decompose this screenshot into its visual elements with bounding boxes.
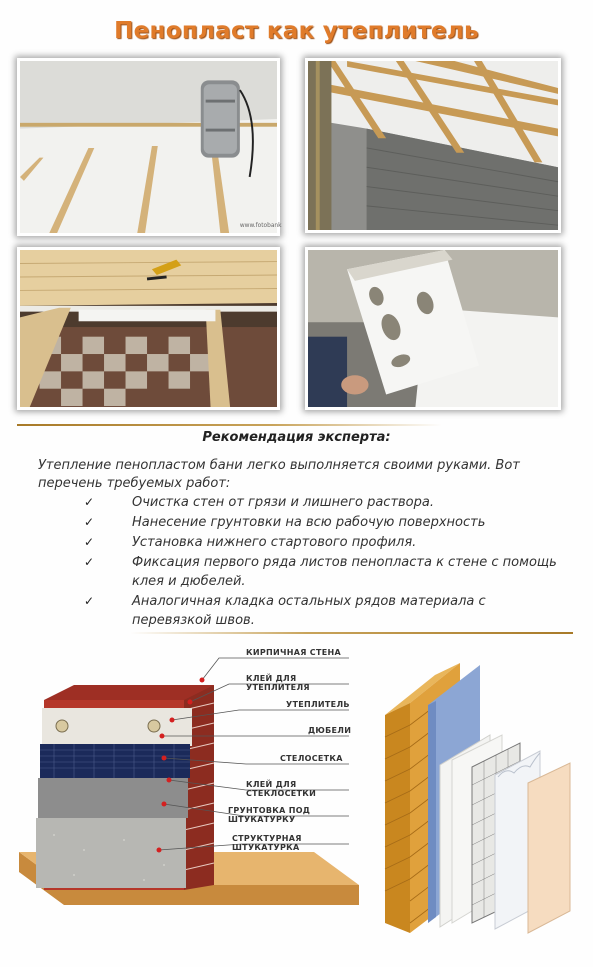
step-text: Очистка стен от грязи и лишнего раствора. bbox=[132, 495, 434, 510]
step-text: Фиксация первого ряда листов пенопласта к стене с помощь клея и дюбелей. bbox=[132, 555, 557, 589]
checkmark-icon: ✓ bbox=[84, 555, 95, 569]
checkmark-icon: ✓ bbox=[84, 515, 95, 529]
diagram-label-mesh: СТЕЛОСЕТКА bbox=[280, 754, 343, 763]
list-item bbox=[80, 592, 560, 630]
photo-floor-boards bbox=[17, 247, 280, 410]
page-title: Пенопласт как утеплитель bbox=[114, 18, 479, 44]
wall-insulation-diagram bbox=[14, 640, 359, 955]
step-text: Аналогичная кладка остальных рядов материала с перевязкой швов. bbox=[132, 594, 486, 628]
list-item bbox=[80, 513, 560, 532]
diagram-label-insulation-glue: КЛЕЙ ДЛЯ УТЕПЛИТЕЛЯ bbox=[246, 674, 310, 692]
insulation-layers-illustration bbox=[380, 655, 575, 935]
diagram-label-insulation: УТЕПЛИТЕЛЬ bbox=[286, 700, 350, 709]
diagram-label-mesh-glue: КЛЕЙ ДЛЯ СТЕКЛОСЕТКИ bbox=[246, 780, 317, 798]
work-steps-list bbox=[80, 493, 560, 631]
checkmark-icon: ✓ bbox=[84, 594, 95, 608]
diagram-label-primer: ГРУНТОВКА ПОД ШТУКАТУРКУ bbox=[228, 806, 311, 824]
photo-attic-roof bbox=[305, 58, 561, 233]
photo-watermark: www.fotobank bbox=[239, 223, 282, 230]
checkmark-icon: ✓ bbox=[84, 535, 95, 549]
expert-heading: Рекомендация эксперта: bbox=[202, 430, 391, 445]
step-text: Установка нижнего стартового профиля. bbox=[132, 535, 417, 550]
step-text: Нанесение грунтовки на всю рабочую поверхность bbox=[132, 515, 486, 530]
diagram-label-structural-plaster: СТРУКТУРНАЯ ШТУКАТУРКА bbox=[232, 834, 302, 852]
diagram-label-dowels: ДЮБЕЛИ bbox=[308, 726, 352, 735]
list-item bbox=[80, 493, 560, 512]
checkmark-icon: ✓ bbox=[84, 495, 95, 509]
photo-floor-insulation bbox=[17, 58, 280, 236]
expert-intro: Утепление пенопластом бани легко выполняется своими руками. Вот перечень требуемых работ: bbox=[38, 458, 520, 491]
section-divider-top bbox=[17, 424, 442, 426]
photo-foam-sheet bbox=[305, 247, 561, 410]
diagram-label-brick-wall: КИРПИЧНАЯ СТЕНА bbox=[246, 648, 341, 657]
list-item bbox=[80, 533, 560, 552]
list-item bbox=[80, 553, 560, 591]
section-divider-bottom bbox=[130, 632, 573, 634]
